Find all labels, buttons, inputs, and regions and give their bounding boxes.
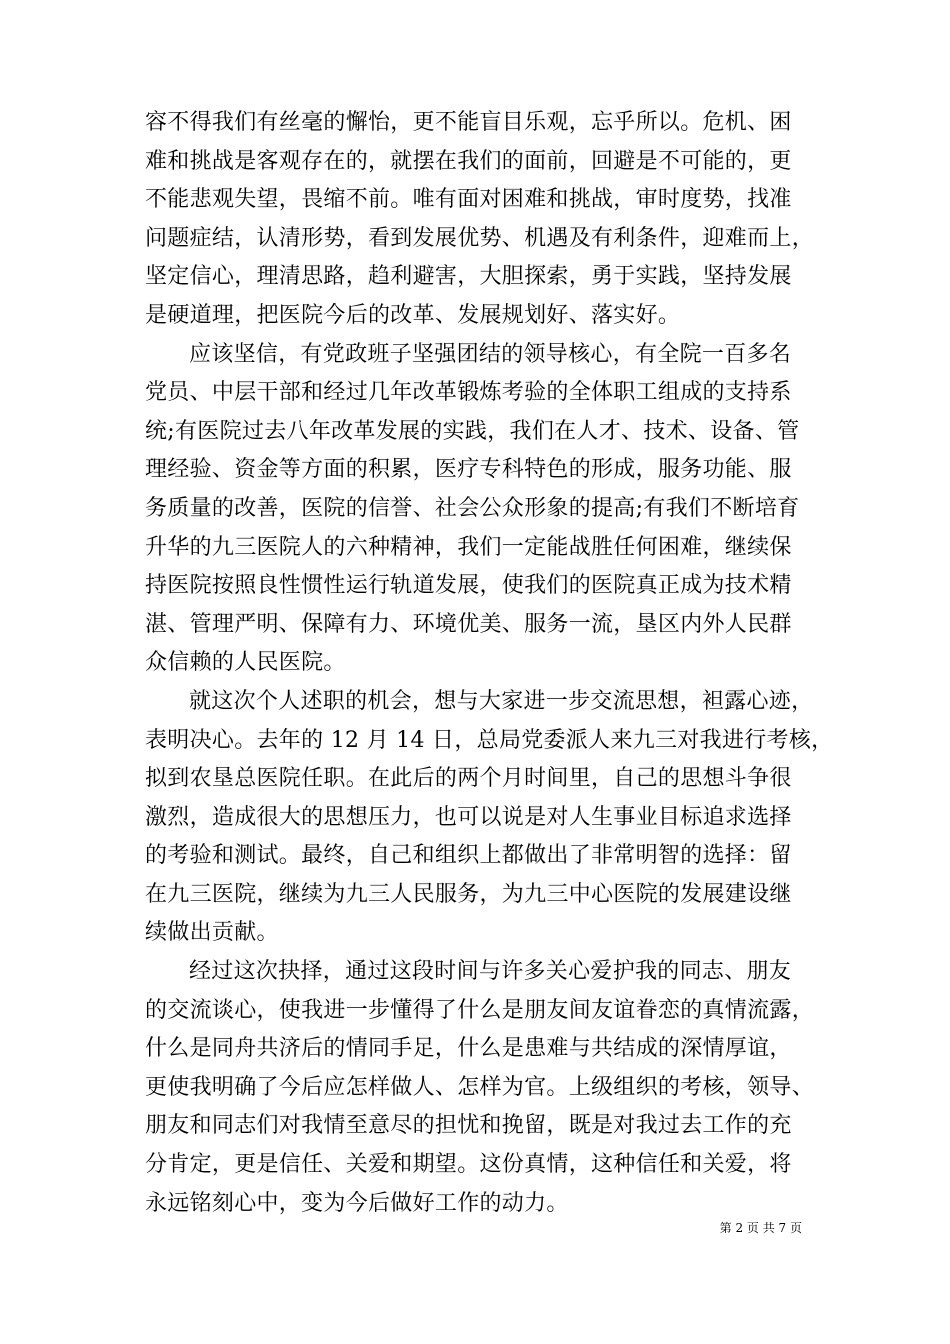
text-line: 是硬道理，把医院今后的改革、发展规划好、落实好。 [145,302,681,328]
text-line: 理经验、资金等方面的积累，医疗专科特色的形成，服务功能、服 [145,457,792,483]
text-line: 分肯定，更是信任、关爱和期望。这份真情，这种信任和关爱，将 [145,1152,792,1178]
text-line: 难和挑战是客观存在的，就摆在我们的面前，回避是不可能的，更 [145,148,792,174]
text-line: 永远铭刻心中，变为今后做好工作的动力。 [145,1190,569,1216]
text-line: 党员、中层干部和经过几年改革锻炼考验的全体职工组成的支持系 [145,380,792,406]
text-line: 坚定信心，理清思路，趋利避害，大胆探索，勇于实践，坚持发展 [145,264,792,290]
paragraph [145,104,835,336]
text-line: 湛、管理严明、保障有力、环境优美、服务一流，垦区内外人民群 [145,611,792,637]
paragraph [145,336,835,683]
text-line: 升华的九三医院人的六种精神，我们一定能战胜任何困难，继续保 [145,534,792,560]
text-line: 统;有医院过去八年改革发展的实践，我们在人才、技术、设备、管 [145,418,800,444]
document-body [145,104,835,1223]
text-line: 应该坚信，有党政班子坚强团结的领导核心，有全院一百多名 [189,341,792,367]
text-line: 激烈，造成很大的思想压力，也可以说是对人生事业目标追求选择 [145,804,792,830]
text-line: 持医院按照良性惯性运行轨道发展，使我们的医院真正成为技术精 [145,573,792,599]
text-line: 经过这次抉择，通过这段时间与许多关心爱护我的同志、朋友 [189,959,792,985]
text-line: 就这次个人述职的机会，想与大家进一步交流思想，袒露心迹， [189,688,814,714]
text-line: 的考验和测试。最终，自己和组织上都做出了非常明智的选择：留 [145,843,792,869]
text-line: 容不得我们有丝毫的懈怡，更不能盲目乐观，忘乎所以。危机、困 [145,110,792,135]
text-line: 的交流谈心，使我进一步懂得了什么是朋友间友谊眷恋的真情流露， [145,997,815,1023]
text-line: 问题症结，认清形势，看到发展优势、机遇及有利条件，迎难而上， [145,225,815,251]
text-line: 朋友和同志们对我情至意尽的担忧和挽留，既是对我过去工作的充 [145,1113,792,1139]
paragraph [145,953,835,1223]
text-line: 什么是同舟共济后的情同手足，什么是患难与共结成的深情厚谊， [145,1036,792,1062]
page-number: 第 2 页 共 7 页 [719,1221,802,1235]
text-line: 务质量的改善，医院的信誉、社会公众形象的提高;有我们不断培育 [145,495,800,521]
text-line: 续做出贡献。 [145,920,279,946]
text-line: 在九三医院，继续为九三人民服务，为九三中心医院的发展建设继 [145,881,792,907]
text-line: 表明决心。去年的 12 月 14 日，总局党委派人来九三对我进行考核， [145,727,834,753]
text-line: 不能悲观失望，畏缩不前。唯有面对困难和挑战，审时度势，找准 [145,187,792,213]
paragraph [145,683,835,953]
text-line: 众信赖的人民医院。 [145,650,346,676]
text-line: 更使我明确了今后应怎样做人、怎样为官。上级组织的考核，领导、 [145,1074,815,1100]
text-line: 拟到农垦总医院任职。在此后的两个月时间里，自己的思想斗争很 [145,766,792,792]
